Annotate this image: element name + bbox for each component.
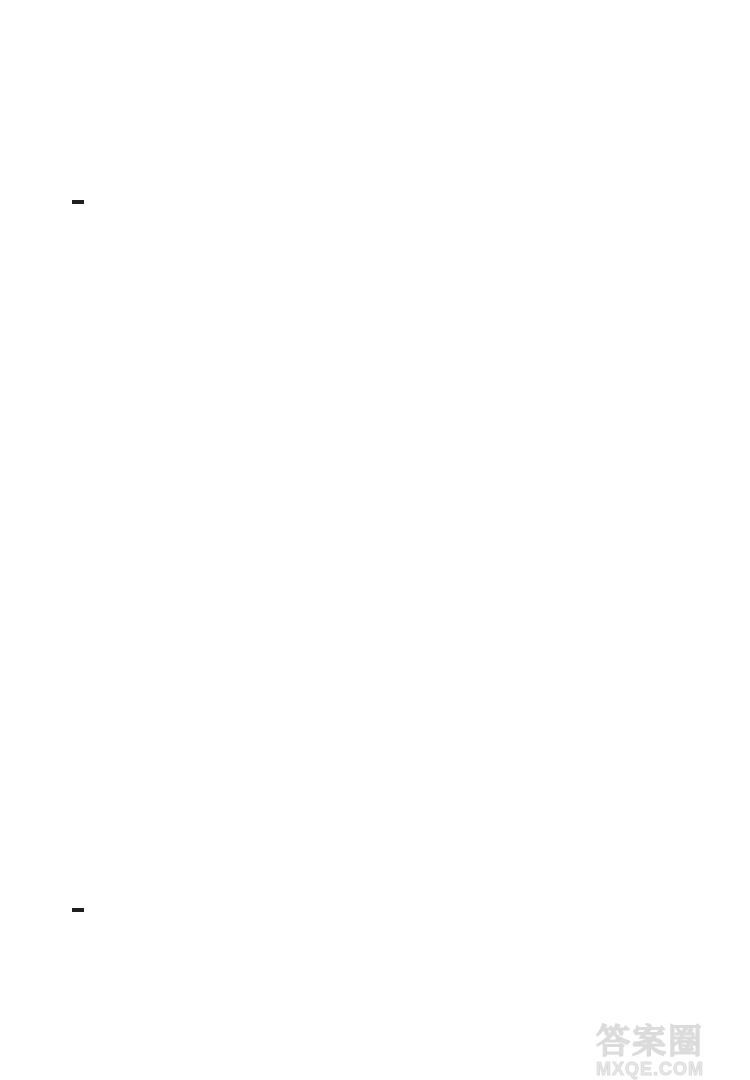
watermark-logo: 答案圈 MXQE.COM [596, 1022, 705, 1079]
section-tag-practice [72, 200, 84, 204]
section-tag-challenge [72, 908, 84, 912]
